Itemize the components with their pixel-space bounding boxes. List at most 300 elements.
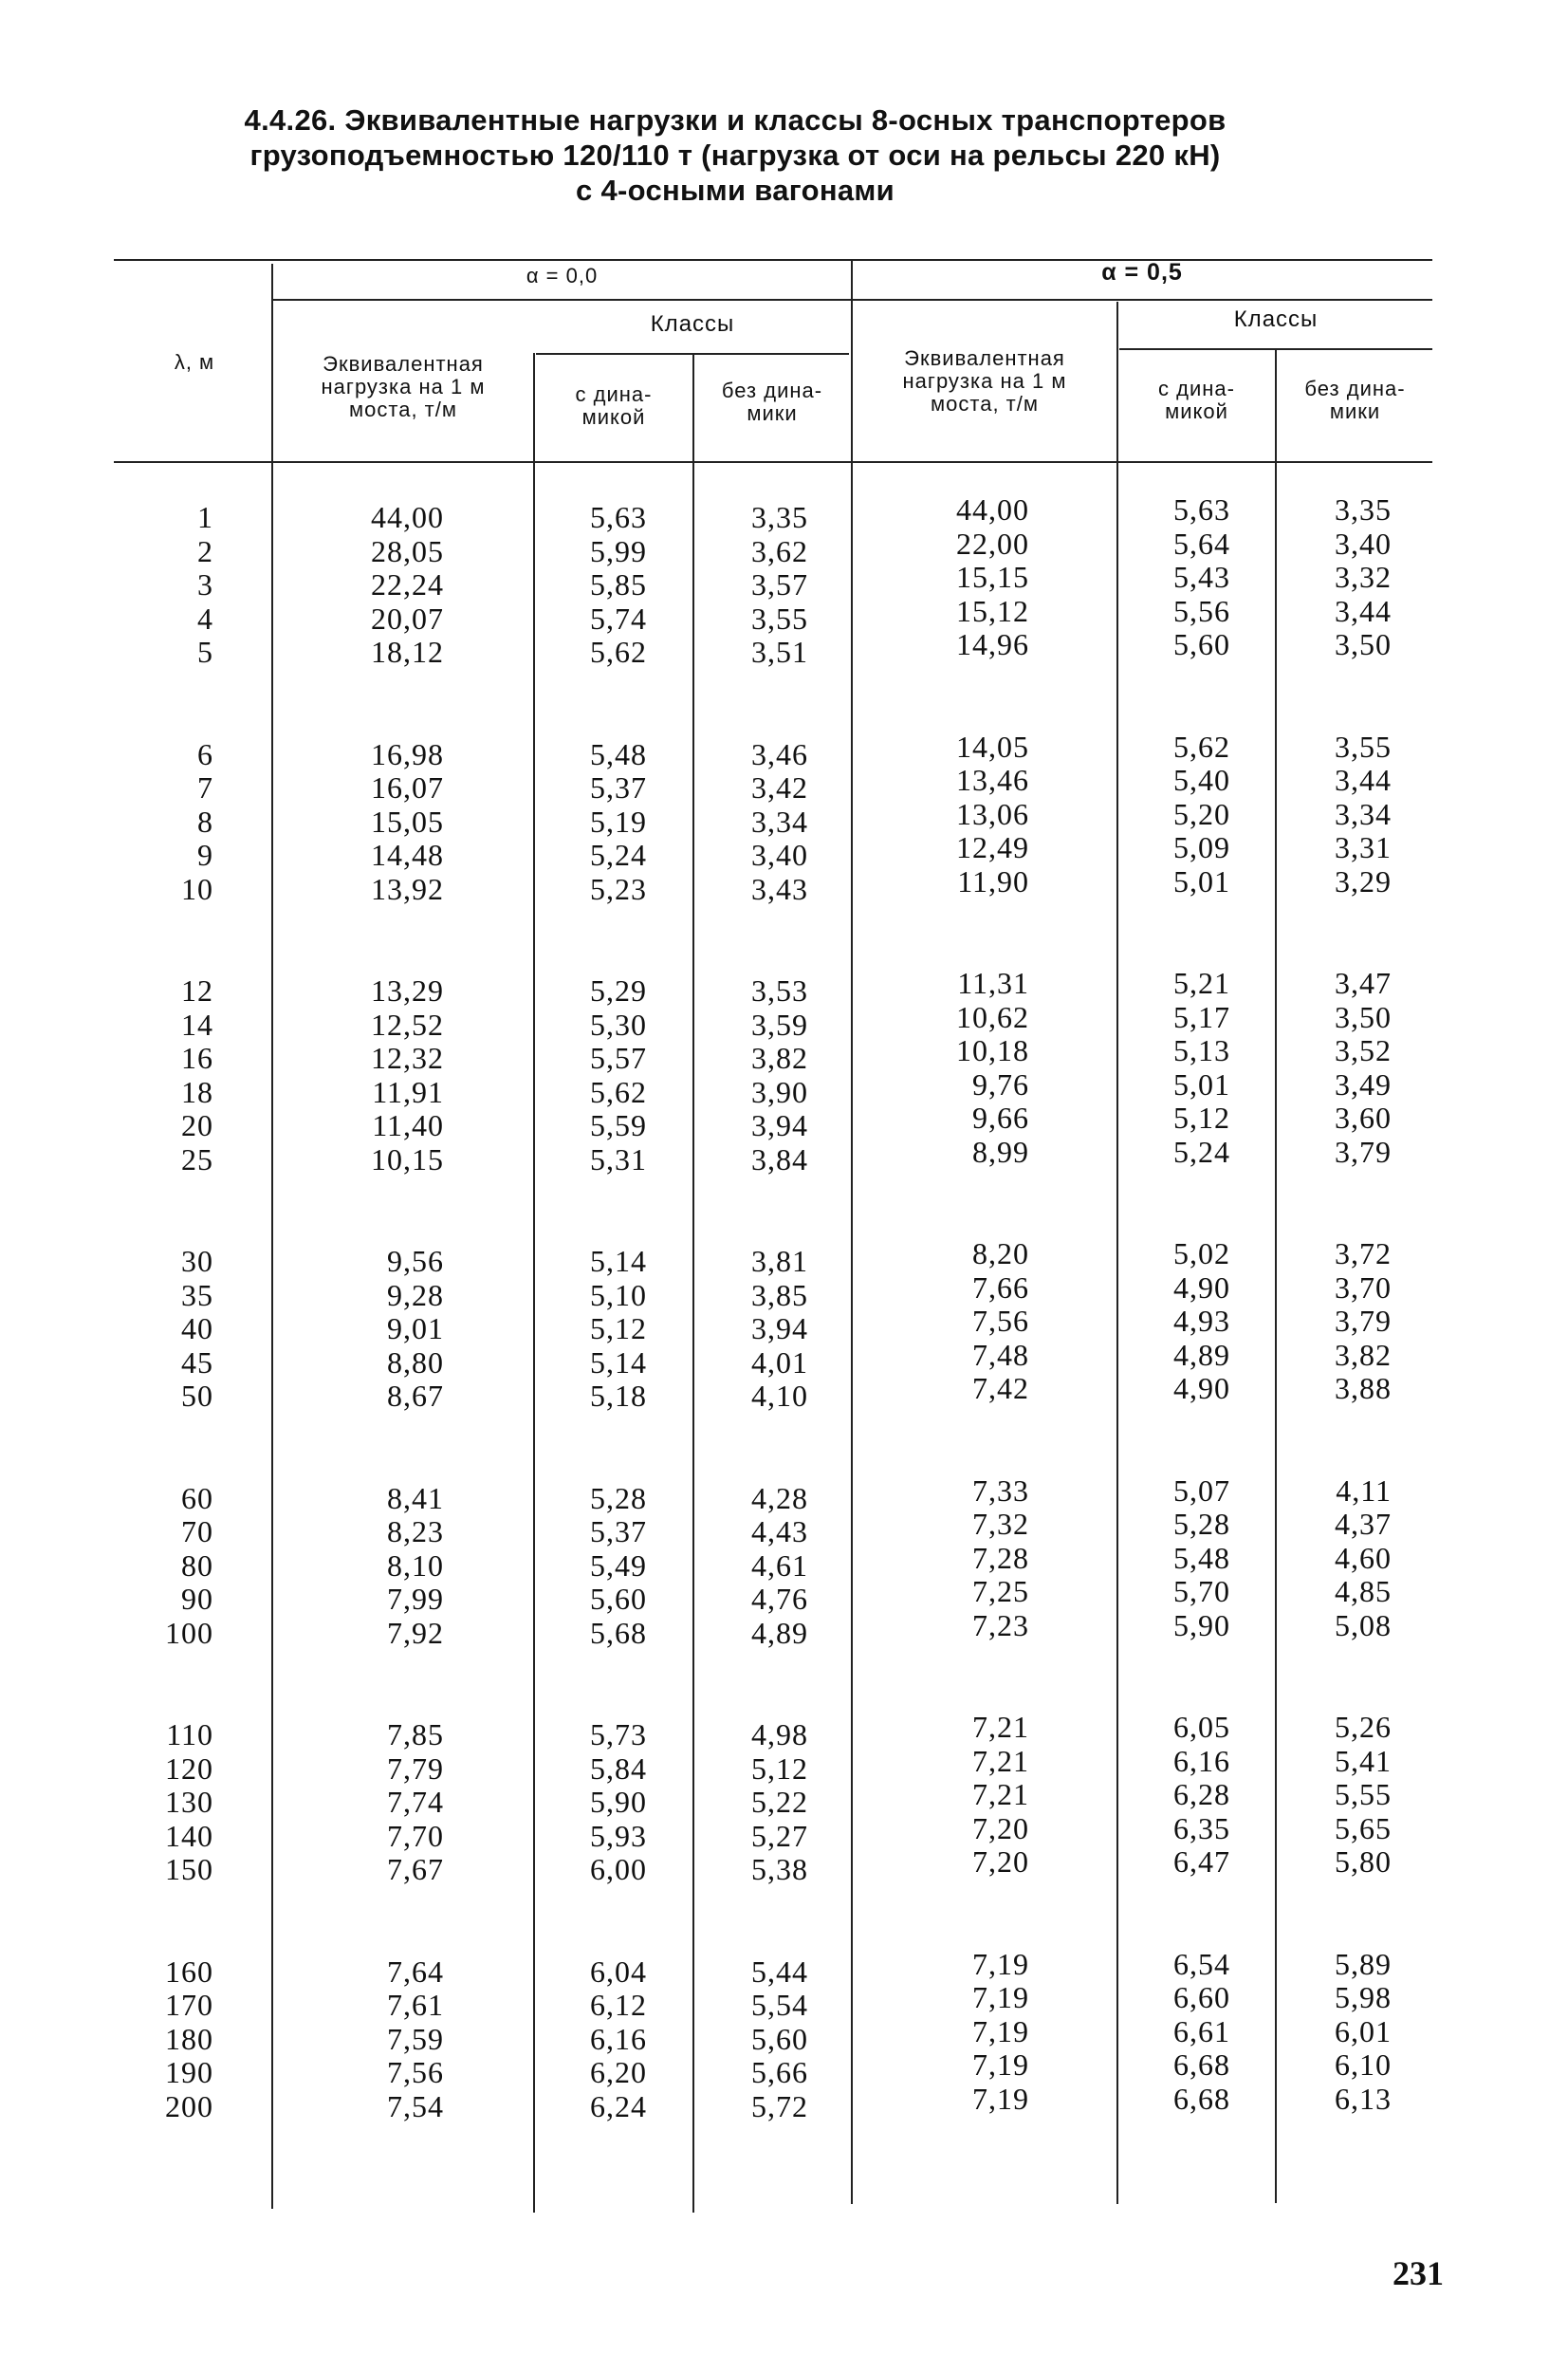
table-cell: 6,16 xyxy=(1173,1743,1230,1778)
row-group xyxy=(560,1482,647,1651)
row-group xyxy=(123,738,213,907)
table-cell: 160 xyxy=(165,1954,213,1989)
table-cell: 5,40 xyxy=(1173,763,1230,797)
table-cell: 5,49 xyxy=(590,1547,647,1583)
header-a0-without-dyn-line1: без дина- xyxy=(721,379,823,402)
table-cell: 12 xyxy=(181,973,213,1008)
table-cell: 44,00 xyxy=(956,492,1029,527)
table-cell: 3,84 xyxy=(751,1141,808,1176)
table-cell: 6,60 xyxy=(1173,1980,1230,2014)
table-cell: 28,05 xyxy=(371,533,444,568)
row-group xyxy=(721,1955,808,2124)
table-cell: 5,66 xyxy=(751,2055,808,2089)
row-group xyxy=(1143,1948,1230,2117)
table-cell: 12,32 xyxy=(371,1041,444,1075)
table-cell: 5,43 xyxy=(1173,560,1230,594)
table-cell: 3,82 xyxy=(1335,1337,1392,1372)
row-group xyxy=(906,1948,1029,2117)
header-equiv-a0 xyxy=(275,353,531,421)
table-cell: 7,85 xyxy=(387,1717,444,1751)
table-cell: 3,52 xyxy=(1335,1033,1392,1067)
table-cell: 5,59 xyxy=(590,1108,647,1142)
col-divider-a05-dyn xyxy=(1116,302,1118,2204)
header-equiv-a0-line2: нагрузка на 1 м xyxy=(321,375,486,398)
table-cell: 5,30 xyxy=(590,1007,647,1042)
table-cell: 110 xyxy=(166,1717,213,1751)
table-cell: 5,85 xyxy=(590,567,647,602)
table-cell: 170 xyxy=(165,1988,213,2022)
table-cell: 6,10 xyxy=(1335,2047,1392,2082)
table-cell: 3,79 xyxy=(1335,1304,1392,1338)
row-group xyxy=(560,1245,647,1414)
table-cell: 80 xyxy=(181,1547,213,1583)
table-cell: 4,10 xyxy=(751,1379,808,1413)
table-cell: 5,84 xyxy=(590,1751,647,1786)
row-group xyxy=(1304,1948,1392,2117)
table-cell: 50 xyxy=(181,1379,213,1413)
table-cell: 5,93 xyxy=(590,1818,647,1853)
column-a0-load xyxy=(323,501,444,2192)
table-cell: 5,14 xyxy=(590,1344,647,1380)
table-cell: 5,07 xyxy=(1173,1473,1230,1508)
row-group xyxy=(323,738,444,907)
row-group xyxy=(323,501,444,670)
table-cell: 6,61 xyxy=(1173,2013,1230,2048)
table-cell: 5,80 xyxy=(1335,1844,1392,1879)
row-group xyxy=(560,974,647,1176)
header-a05-with-dyn-line1: с дина- xyxy=(1158,377,1235,400)
table-cell: 9 xyxy=(197,838,213,872)
table-cell: 11,40 xyxy=(372,1108,444,1142)
table-cell: 7 xyxy=(197,770,213,805)
table-cell: 7,56 xyxy=(387,2055,444,2089)
table-cell: 5,62 xyxy=(590,635,647,669)
table-cell: 3,29 xyxy=(1335,863,1392,899)
row-group xyxy=(1143,1711,1230,1880)
table-cell: 7,61 xyxy=(387,1988,444,2022)
table-cell: 3,88 xyxy=(1335,1371,1392,1405)
table-cell: 1 xyxy=(197,500,213,534)
row-group xyxy=(323,1955,444,2124)
table-cell: 7,19 xyxy=(972,1946,1029,1981)
table-cell: 11,31 xyxy=(957,966,1029,1000)
table-cell: 7,21 xyxy=(972,1743,1029,1778)
table-cell: 3,59 xyxy=(751,1007,808,1042)
row-group xyxy=(1304,1237,1392,1406)
table-cell: 14,48 xyxy=(371,838,444,872)
table-cell: 5,08 xyxy=(1335,1607,1392,1642)
table-cell: 130 xyxy=(165,1785,213,1819)
table-cell: 11,90 xyxy=(957,863,1029,899)
table-cell: 4,90 xyxy=(1173,1371,1230,1405)
table-cell: 15,15 xyxy=(956,560,1029,594)
table-cell: 5,28 xyxy=(1173,1507,1230,1541)
table-cell: 25 xyxy=(181,1141,213,1176)
table-cell: 5,89 xyxy=(1335,1946,1392,1981)
header-alpha0: α = 0,0 xyxy=(526,264,599,287)
table-cell: 5,56 xyxy=(1173,593,1230,628)
col-divider-a0-nodyn xyxy=(692,353,694,2213)
table-cell: 3,55 xyxy=(1335,729,1392,764)
table-cell: 5,37 xyxy=(590,1514,647,1548)
table-cell: 7,19 xyxy=(972,2013,1029,2048)
header-equiv-a0-line1: Эквивалентная xyxy=(323,352,484,376)
table-cell: 5,62 xyxy=(590,1074,647,1109)
table-cell: 7,33 xyxy=(972,1473,1029,1508)
column-a05-with-dyn xyxy=(1143,493,1230,2184)
table-cell: 14 xyxy=(181,1007,213,1042)
table-cell: 5,21 xyxy=(1173,966,1230,1000)
table-cell: 3,35 xyxy=(1335,492,1392,527)
table-cell: 190 xyxy=(165,2055,213,2089)
table-cell: 44,00 xyxy=(371,500,444,534)
row-group xyxy=(1143,1474,1230,1643)
table-cell: 7,19 xyxy=(972,2081,1029,2116)
table-cell: 4,93 xyxy=(1173,1304,1230,1338)
table-cell: 3,31 xyxy=(1335,830,1392,864)
table-cell: 16,07 xyxy=(371,770,444,805)
row-group xyxy=(123,1482,213,1651)
row-group xyxy=(906,1711,1029,1880)
table-cell: 6,16 xyxy=(590,2021,647,2056)
table-cell: 3,47 xyxy=(1335,966,1392,1000)
table-cell: 4,85 xyxy=(1335,1574,1392,1608)
header-alpha05: α = 0,5 xyxy=(1101,259,1183,286)
table-cell: 7,19 xyxy=(972,2047,1029,2082)
table-cell: 3,46 xyxy=(751,736,808,771)
table-cell: 5,98 xyxy=(1335,1980,1392,2014)
table-cell: 3,35 xyxy=(751,500,808,534)
table-cell: 3,50 xyxy=(1335,999,1392,1034)
table-cell: 5,26 xyxy=(1335,1710,1392,1744)
row-group xyxy=(123,1955,213,2124)
row-group xyxy=(721,974,808,1176)
header-equiv-a05 xyxy=(854,347,1116,416)
table-cell: 5,02 xyxy=(1173,1236,1230,1270)
table-cell: 5,14 xyxy=(590,1244,647,1278)
table-cell: 20,07 xyxy=(371,601,444,636)
table-cell: 70 xyxy=(181,1514,213,1548)
table-cell: 4,37 xyxy=(1335,1507,1392,1541)
row-group xyxy=(1304,731,1392,899)
table-cell: 3,34 xyxy=(751,804,808,839)
header-a0-without-dyn xyxy=(695,380,849,425)
header-equiv-a05-line3: моста, т/м xyxy=(931,392,1039,416)
table-cell: 5,48 xyxy=(1173,1540,1230,1575)
table-cell: 6,12 xyxy=(590,1988,647,2022)
table-cell: 7,28 xyxy=(972,1540,1029,1575)
row-group xyxy=(906,731,1029,899)
table-cell: 3,81 xyxy=(751,1244,808,1278)
header-a05-with-dyn-line2: микой xyxy=(1165,399,1228,423)
table-cell: 4,89 xyxy=(751,1615,808,1650)
row-group xyxy=(721,1718,808,1887)
row-group xyxy=(560,1718,647,1887)
table-cell: 5,38 xyxy=(751,1852,808,1886)
table-cell: 7,59 xyxy=(387,2021,444,2056)
table-cell: 14,96 xyxy=(956,627,1029,661)
table-cell: 5,01 xyxy=(1173,863,1230,899)
table-cell: 120 xyxy=(165,1751,213,1786)
table-cell: 4 xyxy=(197,601,213,636)
header-a0-with-dyn xyxy=(536,383,692,429)
table-cell: 3,82 xyxy=(751,1041,808,1075)
col-divider-alpha xyxy=(851,259,853,2204)
table-cell: 5,63 xyxy=(1173,492,1230,527)
table-cell: 22,24 xyxy=(371,567,444,602)
table-cell: 9,01 xyxy=(387,1311,444,1345)
table-cell: 6,68 xyxy=(1173,2081,1230,2116)
table-cell: 7,32 xyxy=(972,1507,1029,1541)
table-cell: 5,60 xyxy=(751,2021,808,2056)
table-cell: 7,79 xyxy=(387,1751,444,1786)
table-cell: 9,66 xyxy=(972,1101,1029,1135)
table-cell: 13,92 xyxy=(371,871,444,906)
table-cell: 3,51 xyxy=(751,635,808,669)
header-bottom-rule xyxy=(114,461,1432,463)
table-cell: 60 xyxy=(181,1480,213,1515)
table-cell: 30 xyxy=(181,1244,213,1278)
row-group xyxy=(721,1482,808,1651)
table-cell: 5,18 xyxy=(590,1379,647,1413)
table-cell: 3,55 xyxy=(751,601,808,636)
header-classes-a0: Классы xyxy=(650,311,735,337)
table-title xyxy=(190,102,1281,208)
table-cell: 11,91 xyxy=(372,1074,444,1109)
table-cell: 5,27 xyxy=(751,1818,808,1853)
table-cell: 7,20 xyxy=(972,1810,1029,1845)
row-group xyxy=(1304,967,1392,1169)
table-cell: 10,18 xyxy=(956,1033,1029,1067)
table-cell: 6,28 xyxy=(1173,1777,1230,1811)
column-lambda xyxy=(123,501,213,2192)
table-cell: 5,24 xyxy=(590,838,647,872)
table-cell: 150 xyxy=(165,1852,213,1886)
table-cell: 2 xyxy=(197,533,213,568)
column-a0-without-dyn xyxy=(721,501,808,2192)
table-cell: 3,60 xyxy=(1335,1101,1392,1135)
table-cell: 8 xyxy=(197,804,213,839)
row-group xyxy=(560,501,647,670)
table-cell: 6,01 xyxy=(1335,2013,1392,2048)
table-cell: 5,44 xyxy=(751,1954,808,1989)
table-cell: 18 xyxy=(181,1074,213,1109)
table-cell: 5,28 xyxy=(590,1480,647,1515)
table-cell: 12,52 xyxy=(371,1007,444,1042)
table-cell: 7,67 xyxy=(387,1852,444,1886)
table-cell: 7,25 xyxy=(972,1574,1029,1608)
table-cell: 3,94 xyxy=(751,1108,808,1142)
table-cell: 5,60 xyxy=(590,1582,647,1616)
table-cell: 9,56 xyxy=(387,1244,444,1278)
table-cell: 100 xyxy=(165,1615,213,1650)
row-group xyxy=(721,501,808,670)
row-group xyxy=(1304,1711,1392,1880)
table-cell: 7,42 xyxy=(972,1371,1029,1405)
table-cell: 5,70 xyxy=(1173,1574,1230,1608)
table-cell: 8,20 xyxy=(972,1236,1029,1270)
col-divider-lambda xyxy=(271,264,273,2209)
table-cell: 5,19 xyxy=(590,804,647,839)
row-group xyxy=(123,1245,213,1414)
table-cell: 3,50 xyxy=(1335,627,1392,661)
row-group xyxy=(123,1718,213,1887)
table-cell: 18,12 xyxy=(371,635,444,669)
row-group xyxy=(1143,731,1230,899)
table-cell: 3,43 xyxy=(751,871,808,906)
table-cell: 7,21 xyxy=(972,1777,1029,1811)
table-cell: 6,00 xyxy=(590,1852,647,1886)
table-cell: 7,48 xyxy=(972,1337,1029,1372)
title-line-3: с 4-осными вагонами xyxy=(576,174,895,207)
table-cell: 3,53 xyxy=(751,973,808,1008)
table-cell: 15,05 xyxy=(371,804,444,839)
page-number: 231 xyxy=(1393,2254,1444,2292)
table-cell: 5,10 xyxy=(590,1277,647,1312)
alpha-rule xyxy=(273,299,1432,301)
column-a05-without-dyn xyxy=(1304,493,1392,2184)
table-cell: 5,73 xyxy=(590,1717,647,1751)
table-cell: 10,62 xyxy=(956,999,1029,1034)
table-cell: 6,20 xyxy=(590,2055,647,2089)
table-cell: 3,40 xyxy=(751,838,808,872)
row-group xyxy=(1143,1237,1230,1406)
column-a05-load xyxy=(906,493,1029,2184)
table-cell: 5,09 xyxy=(1173,830,1230,864)
header-equiv-a0-line3: моста, т/м xyxy=(349,398,457,421)
row-group xyxy=(721,738,808,907)
table-cell: 5,72 xyxy=(751,2088,808,2123)
table-cell: 16,98 xyxy=(371,736,444,771)
row-group xyxy=(560,1955,647,2124)
table-cell: 90 xyxy=(181,1582,213,1616)
table-cell: 4,61 xyxy=(751,1547,808,1583)
table-cell: 200 xyxy=(165,2088,213,2123)
table-cell: 7,99 xyxy=(387,1582,444,1616)
row-group xyxy=(560,738,647,907)
table-cell: 6 xyxy=(197,736,213,771)
table-cell: 4,76 xyxy=(751,1582,808,1616)
table-cell: 4,89 xyxy=(1173,1337,1230,1372)
table-cell: 8,80 xyxy=(387,1344,444,1380)
table-cell: 3,79 xyxy=(1335,1134,1392,1169)
table-cell: 6,35 xyxy=(1173,1810,1230,1845)
table-cell: 3,32 xyxy=(1335,560,1392,594)
table-cell: 7,70 xyxy=(387,1818,444,1853)
row-group xyxy=(1304,1474,1392,1643)
row-group xyxy=(906,1474,1029,1643)
table-cell: 22,00 xyxy=(956,526,1029,561)
table-cell: 3,85 xyxy=(751,1277,808,1312)
table-cell: 5,48 xyxy=(590,736,647,771)
row-group xyxy=(1143,493,1230,662)
table-cell: 5,41 xyxy=(1335,1743,1392,1778)
table-cell: 7,54 xyxy=(387,2088,444,2123)
table-cell: 5,24 xyxy=(1173,1134,1230,1169)
table-cell: 6,54 xyxy=(1173,1946,1230,1981)
table-cell: 3,62 xyxy=(751,533,808,568)
table-cell: 35 xyxy=(181,1277,213,1312)
table-cell: 6,24 xyxy=(590,2088,647,2123)
table-cell: 5,31 xyxy=(590,1141,647,1176)
table-cell: 7,64 xyxy=(387,1954,444,1989)
table-cell: 5,57 xyxy=(590,1041,647,1075)
table-cell: 5,63 xyxy=(590,500,647,534)
table-cell: 5,22 xyxy=(751,1785,808,1819)
table-cell: 5,62 xyxy=(1173,729,1230,764)
table-cell: 5,68 xyxy=(590,1615,647,1650)
table-cell: 8,99 xyxy=(972,1134,1029,1169)
table-cell: 7,92 xyxy=(387,1615,444,1650)
header-a05-without-dyn xyxy=(1278,378,1432,423)
title-line-2: грузоподъемностью 120/110 т (нагрузка от оси на рельсы 220 кН) xyxy=(249,139,1221,172)
row-group xyxy=(323,974,444,1176)
row-group xyxy=(323,1482,444,1651)
table-cell: 5,54 xyxy=(751,1988,808,2022)
row-group xyxy=(323,1718,444,1887)
table-cell: 5,01 xyxy=(1173,1066,1230,1102)
table-cell: 12,49 xyxy=(956,830,1029,864)
table-cell: 15,12 xyxy=(956,593,1029,628)
table-cell: 7,66 xyxy=(972,1269,1029,1305)
row-group xyxy=(123,501,213,670)
table-cell: 10 xyxy=(181,871,213,906)
row-group xyxy=(123,974,213,1176)
table-cell: 6,47 xyxy=(1173,1844,1230,1879)
table-cell: 7,74 xyxy=(387,1785,444,1819)
table-cell: 5,17 xyxy=(1173,999,1230,1034)
table-cell: 5,74 xyxy=(590,601,647,636)
title-line-1: 4.4.26. Эквивалентные нагрузки и классы 8-осных транспортеров xyxy=(244,103,1227,137)
header-a0-without-dyn-line2: мики xyxy=(747,401,798,425)
table-cell: 3,94 xyxy=(751,1311,808,1345)
table-cell: 13,06 xyxy=(956,796,1029,831)
table-cell: 5,12 xyxy=(1173,1101,1230,1135)
table-cell: 3,42 xyxy=(751,770,808,805)
row-group xyxy=(1304,493,1392,662)
table-cell: 5,12 xyxy=(751,1751,808,1786)
table-cell: 6,68 xyxy=(1173,2047,1230,2082)
table-cell: 5,90 xyxy=(1173,1607,1230,1642)
header-a05-without-dyn-line2: мики xyxy=(1329,399,1381,423)
row-group xyxy=(323,1245,444,1414)
header-a05-with-dyn xyxy=(1119,378,1274,423)
table-cell: 7,23 xyxy=(972,1607,1029,1642)
table-cell: 180 xyxy=(165,2021,213,2056)
table-cell: 4,60 xyxy=(1335,1540,1392,1575)
table-cell: 8,23 xyxy=(387,1514,444,1548)
table-cell: 6,13 xyxy=(1335,2081,1392,2116)
table-cell: 5,55 xyxy=(1335,1777,1392,1811)
table-cell: 9,28 xyxy=(387,1277,444,1312)
table-cell: 13,46 xyxy=(956,763,1029,797)
table-cell: 3,57 xyxy=(751,567,808,602)
row-group xyxy=(906,493,1029,662)
table-cell: 5,12 xyxy=(590,1311,647,1345)
table-cell: 3,72 xyxy=(1335,1236,1392,1270)
table-cell: 10,15 xyxy=(371,1141,444,1176)
row-group xyxy=(906,1237,1029,1406)
table-cell: 3,40 xyxy=(1335,526,1392,561)
column-a0-with-dyn xyxy=(560,501,647,2192)
table-cell: 6,05 xyxy=(1173,1710,1230,1744)
table-cell: 14,05 xyxy=(956,729,1029,764)
table-cell: 8,67 xyxy=(387,1379,444,1413)
table-cell: 4,98 xyxy=(751,1717,808,1751)
header-equiv-a05-line2: нагрузка на 1 м xyxy=(902,369,1067,393)
row-group xyxy=(721,1245,808,1414)
table-cell: 5,60 xyxy=(1173,627,1230,661)
